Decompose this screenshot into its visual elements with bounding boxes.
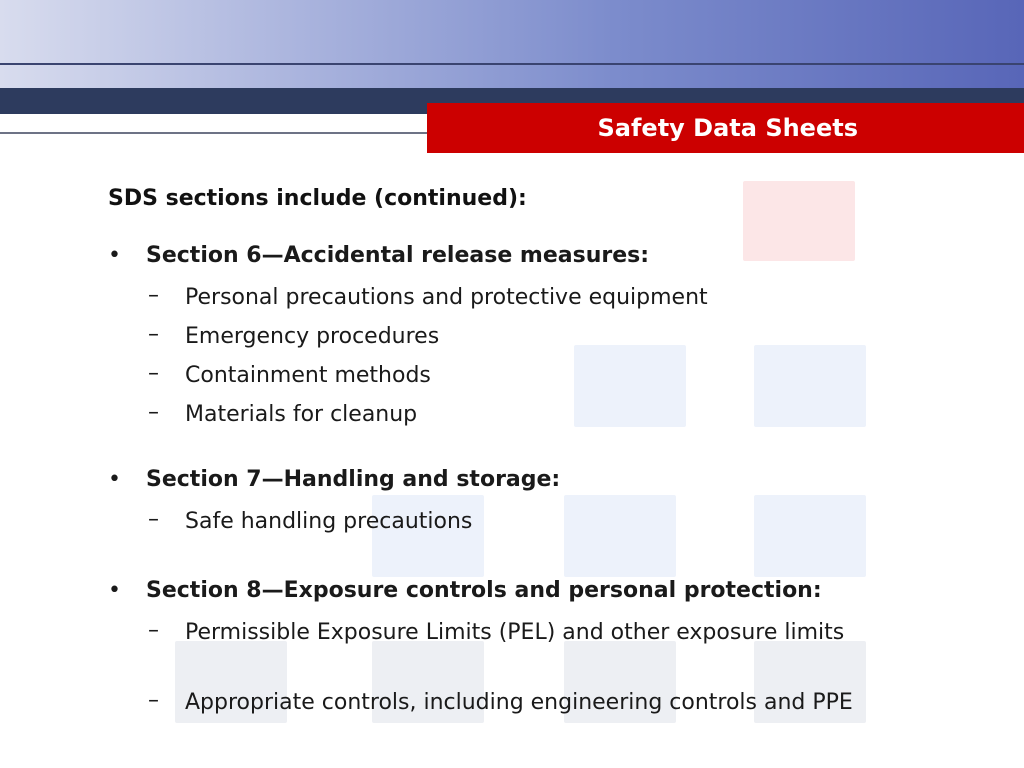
bullet-dot: • xyxy=(108,243,121,268)
list-item-text: Appropriate controls, including engineering controls and PPE xyxy=(185,690,853,715)
dash-marker: – xyxy=(148,361,159,386)
bullet-dot: • xyxy=(108,467,121,492)
list-item-text: Materials for cleanup xyxy=(185,402,418,427)
list-item-text: Safe handling precautions xyxy=(185,509,473,534)
bullet-dot: • xyxy=(108,578,121,603)
list-item-text: Permissible Exposure Limits (PEL) and other exposure limits xyxy=(185,620,845,645)
slide-title: Safety Data Sheets xyxy=(597,114,858,142)
list-item-text: Emergency procedures xyxy=(185,324,440,349)
dash-marker: – xyxy=(148,618,159,643)
intro-heading: SDS sections include (continued): xyxy=(108,186,527,211)
dash-marker: – xyxy=(148,322,159,347)
dash-marker: – xyxy=(148,400,159,425)
list-item-text: Containment methods xyxy=(185,363,431,388)
dash-marker: – xyxy=(148,283,159,308)
list-item-text: Personal precautions and protective equipment xyxy=(185,285,708,310)
section-heading: Section 8—Exposure controls and personal protection: xyxy=(146,578,822,603)
section-heading: Section 6—Accidental release measures: xyxy=(146,243,650,268)
section-heading: Section 7—Handling and storage: xyxy=(146,467,561,492)
dash-marker: – xyxy=(148,507,159,532)
dash-marker: – xyxy=(148,688,159,713)
